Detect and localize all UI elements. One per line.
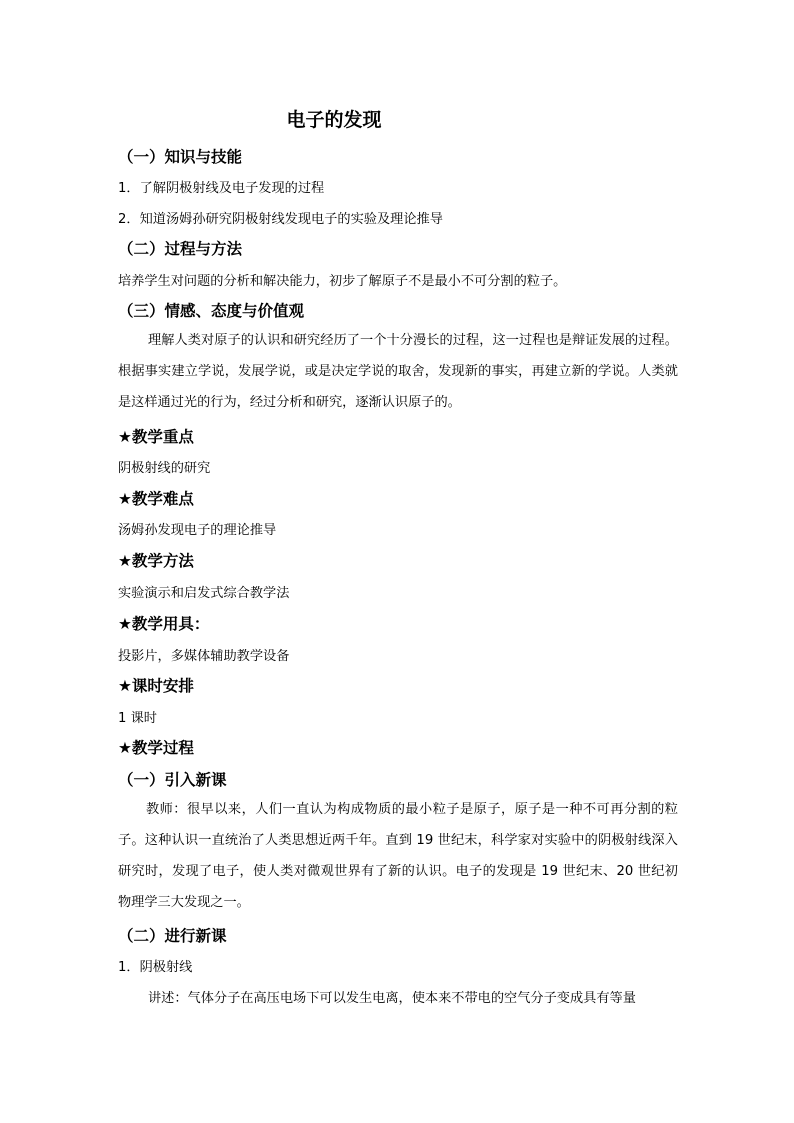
paragraph: 理解人类对原子的认识和研究经历了一个十分漫长的过程，这一过程也是辩证发展的过程。根据事实建立学说，发展学说，或是决定学说的取舍，发现新的事实，再建立新的学说。人类就是这样通过光的行为，经过分析和研究，逐渐认识原子的。: [118, 333, 678, 410]
heading-teaching-tools: ★教学用具：: [118, 615, 210, 633]
section-heading-knowledge: （一）知识与技能: [118, 148, 243, 166]
paragraph: 阴极射线的研究: [118, 461, 211, 476]
paragraph: 汤姆孙发现电子的理论推导: [118, 523, 277, 538]
list-item: 1．了解阴极射线及电子发现的过程: [118, 181, 325, 196]
paragraph: 培养学生对问题的分析和解决能力，初步了解原子不是最小不可分割的粒子。: [118, 274, 567, 289]
paragraph: 教师：很早以来，人们一直认为构成物质的最小粒子是原子，原子是一种不可再分割的粒子。这种认识一直统治了人类思想近两千年。直到 19 世纪末，科学家对实验中的阴极射线深入研究时，发现了电子，使人类对微观世界有了新的认识。电子的发现是 19 世纪末、20 世纪初物理学三大发现之一。: [118, 802, 678, 910]
section-heading-intro: （一）引入新课: [118, 771, 227, 789]
section-heading-process: （二）过程与方法: [118, 240, 243, 258]
heading-teaching-method: ★教学方法: [118, 552, 194, 570]
document-title: 电子的发现: [286, 109, 382, 131]
paragraph: 投影片，多媒体辅助教学设备: [118, 649, 290, 664]
heading-teaching-difficulty: ★教学难点: [118, 490, 194, 508]
heading-schedule: ★课时安排: [118, 677, 194, 695]
section-heading-new-lesson: （二）进行新课: [118, 927, 227, 945]
section-heading-values: （三）情感、态度与价值观: [118, 302, 305, 320]
paragraph: 实验演示和启发式综合教学法: [118, 586, 290, 601]
list-item: 1．阴极射线: [118, 960, 193, 975]
list-item: 2．知道汤姆孙研究阴极射线发现电子的实验及理论推导: [118, 212, 443, 227]
heading-teaching-focus: ★教学重点: [118, 428, 194, 446]
heading-teaching-process: ★教学过程: [118, 739, 194, 757]
paragraph: 讲述：气体分子在高压电场下可以发生电离，使本来不带电的空气分子变成具有等量: [148, 991, 636, 1006]
paragraph: 1 课时: [118, 711, 157, 726]
